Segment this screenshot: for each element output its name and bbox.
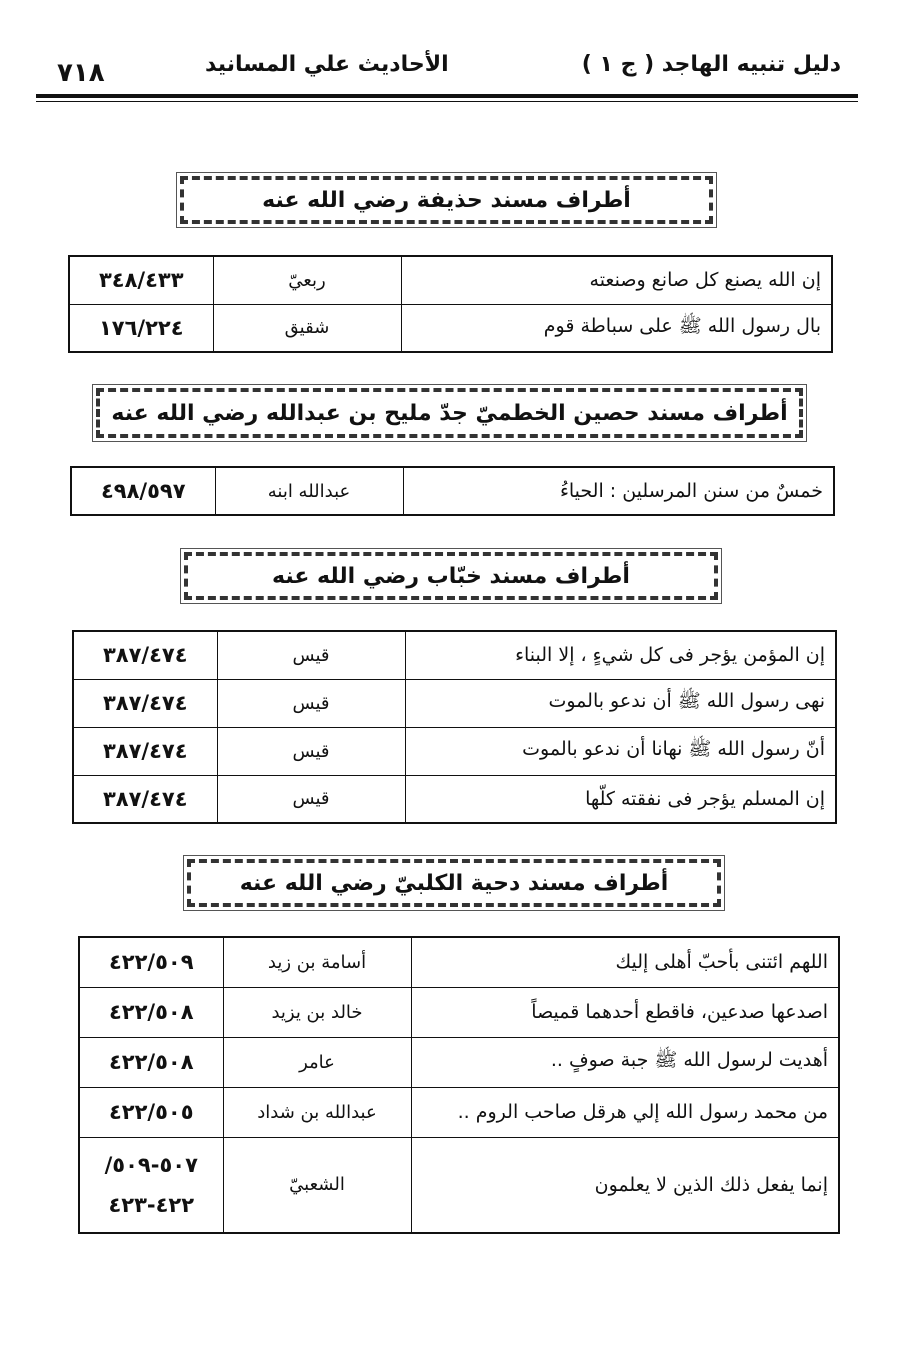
table-row [79, 1087, 839, 1137]
reference-cell: ٤٢٢/٥٠٨ [79, 987, 223, 1037]
reference-cell: ٤٢٢/٥٠٩ [79, 937, 223, 987]
section-title-khabbab [184, 552, 718, 600]
reference-cell: ٣٨٧/٤٧٤ [73, 679, 217, 727]
hadith-text-cell: إن الله يصنع كل صانع وصنعته [401, 256, 832, 304]
page-number: ٧١٨ [57, 58, 105, 88]
section-title-text: أطراف مسند دحية الكلبيّ رضي الله عنه [239, 870, 669, 896]
section-title-husayn [96, 388, 803, 438]
table-row [79, 987, 839, 1037]
table-row [73, 631, 836, 679]
reference-line-2: ٤٢٢-٤٢٣ [108, 1192, 195, 1217]
reference-cell: ٣٨٧/٤٧٤ [73, 631, 217, 679]
table-row [73, 679, 836, 727]
hadith-text-cell: بال رسول الله ﷺ على سباطة قوم [401, 304, 832, 352]
table-row [71, 467, 834, 515]
hadith-text-cell: نهى رسول الله ﷺ أن ندعو بالموت [405, 679, 836, 727]
section-title-text: أطراف مسند خبّاب رضي الله عنه [272, 563, 630, 589]
narrator-cell: الشعبيّ [223, 1137, 411, 1233]
hadith-text-cell: من محمد رسول الله إلي هرقل صاحب الروم .. [411, 1087, 839, 1137]
hadith-text-cell: إنما يفعل ذلك الذين لا يعلمون [411, 1137, 839, 1233]
section-table-dihya [78, 936, 840, 1234]
narrator-cell: خالد بن يزيد [223, 987, 411, 1037]
reference-cell: ١٧٦/٢٢٤ [69, 304, 213, 352]
reference-cell: ٣٤٨/٤٣٣ [69, 256, 213, 304]
table-row [79, 1137, 839, 1233]
narrator-cell: شقيق [213, 304, 401, 352]
narrator-cell: قيس [217, 679, 405, 727]
hadith-text-cell: اصدعها صدعين، فاقطع أحدهما قميصاً [411, 987, 839, 1037]
section-title-text: أطراف مسند حصين الخطميّ جدّ مليح بن عبدالله رضي الله عنه [111, 400, 788, 426]
section-title-dihya [187, 859, 721, 907]
hadith-text-cell: اللهم ائتنى بأحبّ أهلى إليك [411, 937, 839, 987]
reference-cell: ٤٩٨/٥٩٧ [71, 467, 215, 515]
narrator-cell: قيس [217, 631, 405, 679]
section-table-khabbab [72, 630, 837, 824]
table-row [79, 937, 839, 987]
table-row [73, 727, 836, 775]
reference-line-1: ٥٠٧-٥٠٩/ [104, 1152, 198, 1177]
table-row [69, 256, 832, 304]
narrator-cell: ربعيّ [213, 256, 401, 304]
running-header-topic: الأحاديث علي المسانيد [205, 52, 449, 77]
hadith-text-cell: خمسٌ من سنن المرسلين : الحياءُ [403, 467, 834, 515]
narrator-cell: أسامة بن زيد [223, 937, 411, 987]
section-table-hudhayfa [68, 255, 833, 353]
table-row [73, 775, 836, 823]
header-rule-thin [36, 101, 858, 102]
hadith-text-cell: إن المسلم يؤجر فى نفقته كلّها [405, 775, 836, 823]
narrator-cell: قيس [217, 727, 405, 775]
narrator-cell: عبدالله بن شداد [223, 1087, 411, 1137]
reference-cell-multiline [79, 1137, 223, 1233]
reference-cell: ٤٢٢/٥٠٨ [79, 1037, 223, 1087]
hadith-text-cell: إن المؤمن يؤجر فى كل شيءٍ ، إلا البناء [405, 631, 836, 679]
hadith-text-cell: أنّ رسول الله ﷺ نهانا أن ندعو بالموت [405, 727, 836, 775]
reference-cell: ٣٨٧/٤٧٤ [73, 775, 217, 823]
table-row [69, 304, 832, 352]
table-row [79, 1037, 839, 1087]
reference-cell: ٤٢٢/٥٠٥ [79, 1087, 223, 1137]
section-table-husayn [70, 466, 835, 516]
section-title-hudhayfa [180, 176, 713, 224]
narrator-cell: قيس [217, 775, 405, 823]
hadith-text-cell: أهديت لرسول الله ﷺ جبة صوفٍ .. [411, 1037, 839, 1087]
running-header-book-title: دليل تنبيه الهاجد ( ج ١ ) [581, 52, 841, 77]
narrator-cell: عبدالله ابنه [215, 467, 403, 515]
narrator-cell: عامر [223, 1037, 411, 1087]
section-title-text: أطراف مسند حذيفة رضي الله عنه [262, 187, 631, 213]
header-rule-thick [36, 94, 858, 98]
reference-cell: ٣٨٧/٤٧٤ [73, 727, 217, 775]
